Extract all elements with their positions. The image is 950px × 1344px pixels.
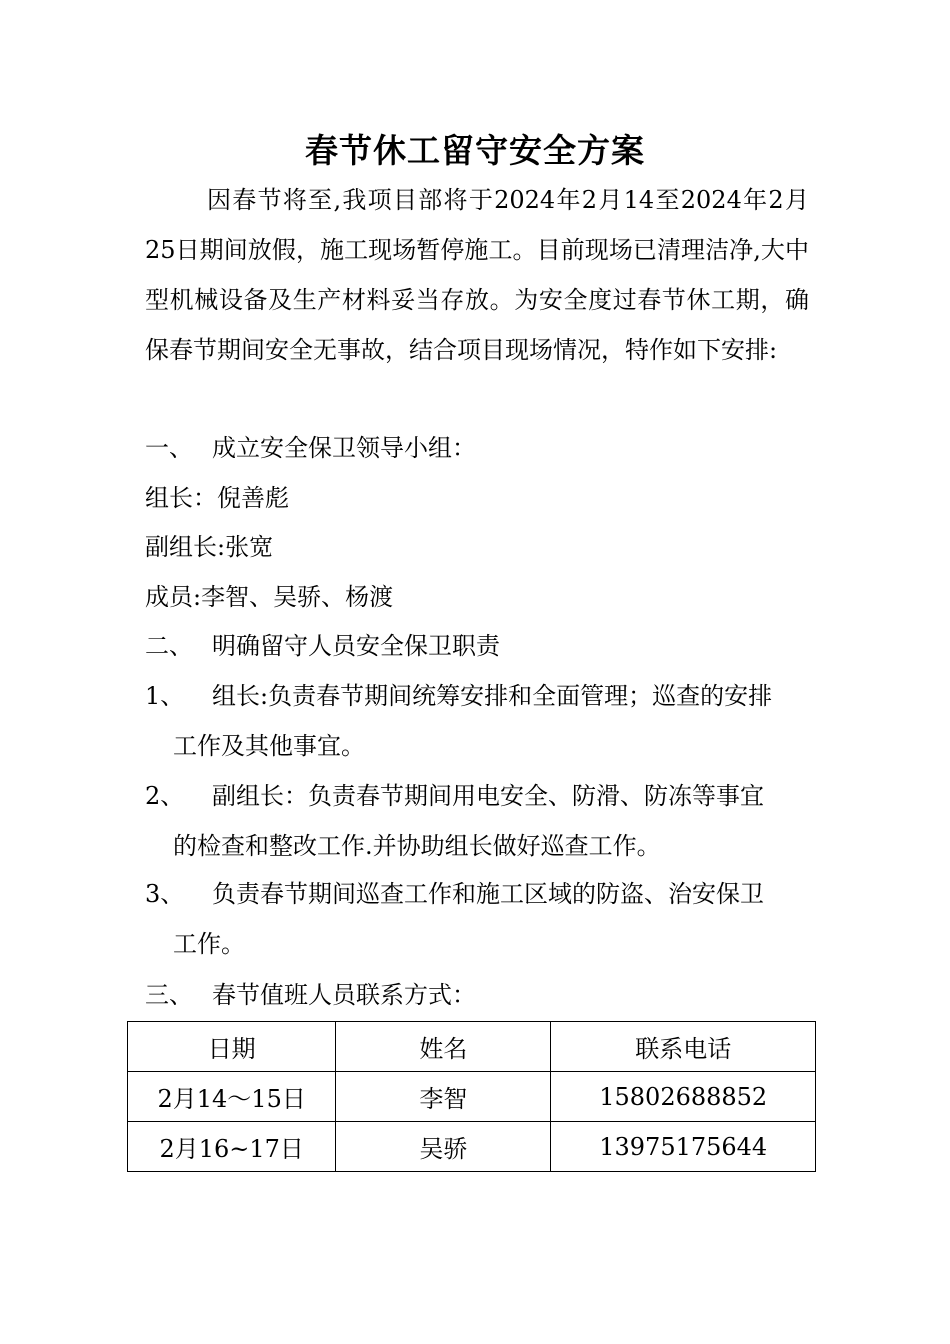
duty-number: 1、 [145, 682, 185, 710]
duty-number: 3、 [145, 880, 185, 908]
duty-line: 负责春节期间巡查工作和施工区域的防盗、治安保卫 [212, 880, 764, 908]
duty-line: 组长:负责春节期间统筹安排和全面管理；巡查的安排 [212, 682, 773, 710]
section-1-heading [145, 423, 476, 473]
leader-line: 组长：倪善彪 [145, 484, 289, 512]
header-phone: 联系电话 [551, 1022, 816, 1072]
cell-date: 2月14～15日 [128, 1072, 336, 1122]
section-3-text: 春节值班人员联系方式： [212, 981, 476, 1009]
duty-item-1 [145, 671, 809, 771]
section-1-number: 一、 [145, 434, 193, 462]
section-2-heading [145, 621, 500, 671]
duty-item-2 [145, 771, 809, 871]
table-row [128, 1072, 816, 1122]
vice-leader-line: 副组长:张宽 [145, 533, 274, 561]
duty-line-continued: 工作及其他事宜。 [173, 732, 365, 760]
cell-name: 李智 [336, 1072, 551, 1122]
cell-phone: 13975175644 [551, 1122, 816, 1172]
duty-contact-table [127, 1021, 816, 1172]
duty-line-continued: 工作。 [173, 930, 245, 958]
members-line: 成员:李智、吴骄、杨渡 [145, 583, 394, 611]
cell-name: 吴骄 [336, 1122, 551, 1172]
section-2-text: 明确留守人员安全保卫职责 [212, 632, 500, 660]
intro-paragraph: 因春节将至,我项目部将于2024年2月14至2024年2月25日期间放假，施工现场暂停施工。目前现场已清理洁净,大中型机械设备及生产材料妥当存放。为安全度过春节休工期，确保春节期间安全无事故，结合项目现场情况，特作如下安排: [145, 186, 809, 364]
header-date: 日期 [128, 1022, 336, 1072]
table-row [128, 1122, 816, 1172]
cell-phone: 15802688852 [551, 1072, 816, 1122]
section-3-number: 三、 [145, 981, 193, 1009]
section-1-text: 成立安全保卫领导小组： [212, 434, 476, 462]
section-2-number: 二、 [145, 632, 193, 660]
duty-item-3 [145, 869, 809, 969]
duty-number: 2、 [145, 782, 185, 810]
table-header-row [128, 1022, 816, 1072]
section-3-heading [145, 970, 476, 1020]
duty-line-continued: 的检查和整改工作.并协助组长做好巡查工作。 [173, 832, 661, 860]
header-name: 姓名 [336, 1022, 551, 1072]
cell-date: 2月16~17日 [128, 1122, 336, 1172]
document-title: 春节休工留守安全方案 [305, 131, 645, 170]
duty-line: 副组长：负责春节期间用电安全、防滑、防冻等事宜 [212, 782, 764, 810]
